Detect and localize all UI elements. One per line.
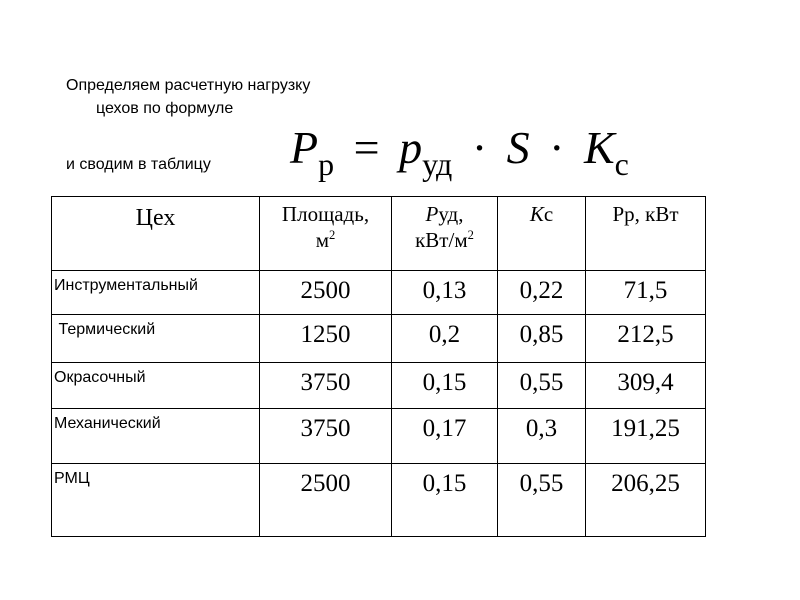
cell-area: 3750 [260, 363, 392, 409]
table-row [52, 409, 706, 464]
cell-demand-coefficient: 0,22 [498, 271, 586, 315]
cell-design-load: 309,4 [586, 363, 706, 409]
cell-demand-coefficient: 0,85 [498, 315, 586, 363]
table-row [52, 464, 706, 537]
load-table [51, 196, 706, 537]
formula-dot-2: · [549, 122, 565, 173]
cell-demand-coefficient: 0,55 [498, 363, 586, 409]
cell-specific-power: 0,2 [392, 315, 498, 363]
cell-specific-power: 0,15 [392, 464, 498, 537]
cell-workshop: Механический [52, 409, 260, 464]
formula-lhs-sub: р [318, 146, 335, 182]
load-formula [290, 118, 629, 182]
cell-demand-coefficient: 0,3 [498, 409, 586, 464]
cell-area: 2500 [260, 464, 392, 537]
intro-line-2: цехов по формуле [96, 100, 234, 117]
intro-line-3: и сводим в таблицу [66, 156, 211, 173]
cell-workshop: Окрасочный [52, 363, 260, 409]
formula-lhs-symbol: P [290, 122, 319, 173]
cell-design-load: 206,25 [586, 464, 706, 537]
cell-area: 3750 [260, 409, 392, 464]
cell-design-load: 191,25 [586, 409, 706, 464]
header-area-label: Площадь, [281, 202, 370, 226]
header-k-symbol: К [529, 202, 544, 226]
formula-term3-sub: с [614, 146, 629, 182]
cell-specific-power: 0,15 [392, 363, 498, 409]
cell-demand-coefficient: 0,55 [498, 464, 586, 537]
table-row [52, 363, 706, 409]
header-design-load: Рр, кВт [586, 197, 706, 271]
cell-workshop: РМЦ [52, 464, 260, 537]
formula-term1-symbol: p [399, 122, 423, 173]
header-p-symbol: Р [425, 202, 439, 226]
cell-area: 2500 [260, 271, 392, 315]
header-workshop: Цех [52, 197, 260, 271]
header-demand-coefficient [498, 197, 586, 271]
cell-workshop: Инструментальный [52, 271, 260, 315]
formula-term3-symbol: K [583, 122, 615, 173]
cell-design-load: 212,5 [586, 315, 706, 363]
table-row [52, 271, 706, 315]
header-area [260, 197, 392, 271]
cell-area: 1250 [260, 315, 392, 363]
header-p-rest: уд, [438, 202, 464, 226]
formula-term2-symbol: S [506, 122, 530, 173]
header-area-unit: м [315, 228, 329, 252]
formula-equals: = [353, 122, 380, 173]
header-p-exp: 2 [467, 228, 474, 242]
cell-design-load: 71,5 [586, 271, 706, 315]
cell-specific-power: 0,17 [392, 409, 498, 464]
header-area-exp: 2 [329, 228, 336, 242]
formula-dot-1: · [471, 122, 488, 173]
table-header-row [52, 197, 706, 271]
header-p-unit: кВт/м [415, 228, 468, 252]
intro-line-1: Определяем расчетную нагрузку [66, 77, 311, 94]
table-row [52, 315, 706, 363]
header-k-rest: с [543, 202, 554, 226]
formula-term1-sub: уд [422, 146, 453, 182]
cell-workshop: Термический [52, 315, 260, 363]
cell-specific-power: 0,13 [392, 271, 498, 315]
header-specific-power [392, 197, 498, 271]
